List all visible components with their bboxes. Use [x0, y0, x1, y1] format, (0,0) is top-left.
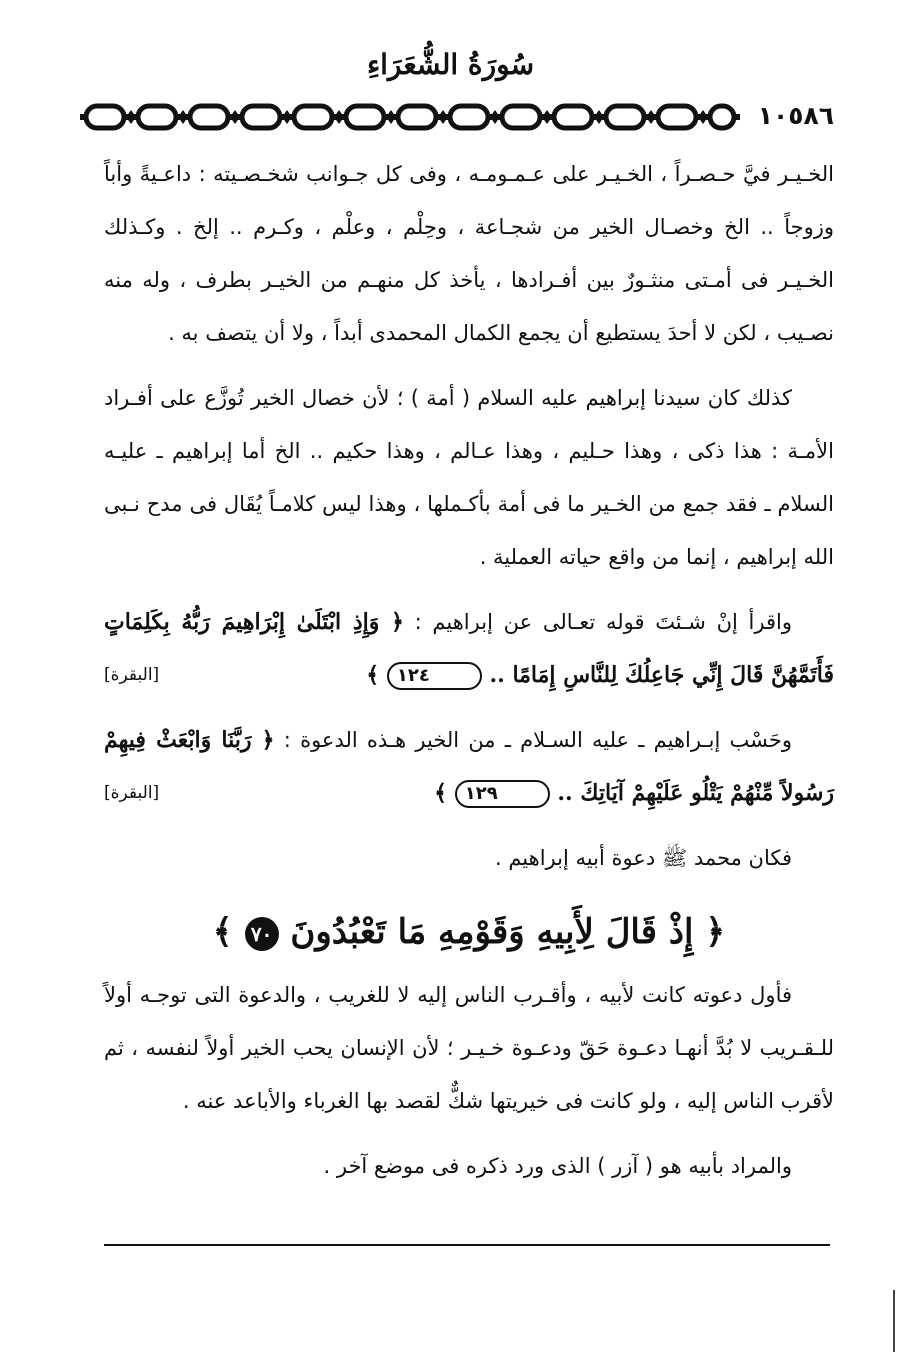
paragraph-3: فأول دعوته كانت لأبيه ، وأقـرب الناس إليه لا للغريب ، والدعوة التى توجـه أولاً للـقـريب لا بُدَّ أنهـا دعـوة حَقّ ودعـوة خـيـر ؛ لأن الإنسان يحب الخير أولاً لنفسه ، ثم لأقرب الناس إليه ، ولو كانت فى خيريتها شكٌّ لقصد بها الغرباء والأباعد عنه .	[104, 983, 834, 1113]
quote-1-intro: واقرأ إنْ شـئتَ قوله تعـالى عن إبراهيم :	[414, 610, 792, 634]
quote-1	[104, 596, 834, 702]
quote-2-surah-ref: [البقرة]	[104, 783, 160, 803]
quote-2-close: ﴾	[434, 780, 455, 806]
quote-1-surah-ref: [البقرة]	[104, 665, 160, 685]
surah-title: سُورَةُ الشُّعَرَاءِ	[366, 48, 535, 81]
page-content	[104, 148, 834, 1205]
main-verse-close: ﴾	[212, 912, 233, 952]
paragraph-2: كذلك كان سيدنا إبراهيم عليه السلام ( أمة ) ؛ لأن خصال الخير تُوزَّع على أفـراد الأمـة : هذا ذكى ، وهذا حـليم ، وهذا عـالم ، وهذا حكيم .. الخ أما إبراهيم ـ عليـه السلام ـ فقد جمع من الخـير ما فى أمة بأكـملها ، وهذا ليس كلامـاً يُقَال فى مدح نـبى الله إبراهيم ، إنما من واقع حياته العملية .	[104, 386, 834, 569]
main-verse-number: ٧٠	[245, 917, 279, 951]
closing-line: فكان محمد ﷺ دعوة أبيه إبراهيم .	[494, 846, 792, 870]
quote-2-intro: وحَسْب إبـراهيم ـ عليه السـلام ـ من الخير هـذه الدعوة :	[283, 728, 792, 752]
scan-edge-line	[893, 1290, 895, 1352]
quote-2	[104, 714, 834, 820]
page-number: ١٠٥٨٦	[757, 101, 834, 130]
quote-1-close: ﴾	[366, 662, 387, 688]
paragraph-4: والمراد بأبيه هو ( آزر ) الذى ورد ذكره فى موضع آخر .	[323, 1154, 792, 1178]
main-verse-text: ﴿ إِذْ قَالَ لِأَبِيهِ وَقَوْمِهِ مَا تَعْبُدُونَ	[290, 912, 726, 952]
quote-1-ayah-number: ١٢٤	[387, 662, 482, 690]
main-verse	[104, 897, 834, 967]
ornament-border	[80, 100, 740, 134]
quote-2-ayah-number: ١٢٩	[455, 780, 550, 808]
quote-1-verse: ﴿ وَإِذِ ابْتَلَىٰ إِبْرَاهِيمَ رَبُّهُ بِكَلِمَاتٍ فَأَتَمَّهُنَّ قَالَ إِنِّي جَاعِلُكَ لِلنَّاسِ إِمَامًا ..	[104, 609, 834, 688]
paragraph-1: الخـيـر فيَّ حـصـراً ، الخـيـر على عـمـومـه ، وفى كل جـوانب شخـصـيته : داعـيةً وأباً وزوجاً .. الخ وخصـال الخير من شجـاعة ، وحِلْم ، وعلْم ، وكـرم .. إلخ . وكـذلك الخـيـر فى أمـتى منثـورٌ بين أفـرادها ، يأخذ كل منهـم من الخيـر بطرف ، وله منه نصـيب ، لكن لا أحدَ يستطيع أن يجمع الكمال المحمدى أبداً ، ولا أن يتصف به .	[104, 162, 834, 345]
footer-rule	[104, 1244, 830, 1246]
quote-2-verse: ﴿ رَبَّنَا وَابْعَثْ فِيهِمْ رَسُولاً مِّنْهُمْ يَتْلُو عَلَيْهِمْ آيَاتِكَ ..	[104, 727, 834, 806]
